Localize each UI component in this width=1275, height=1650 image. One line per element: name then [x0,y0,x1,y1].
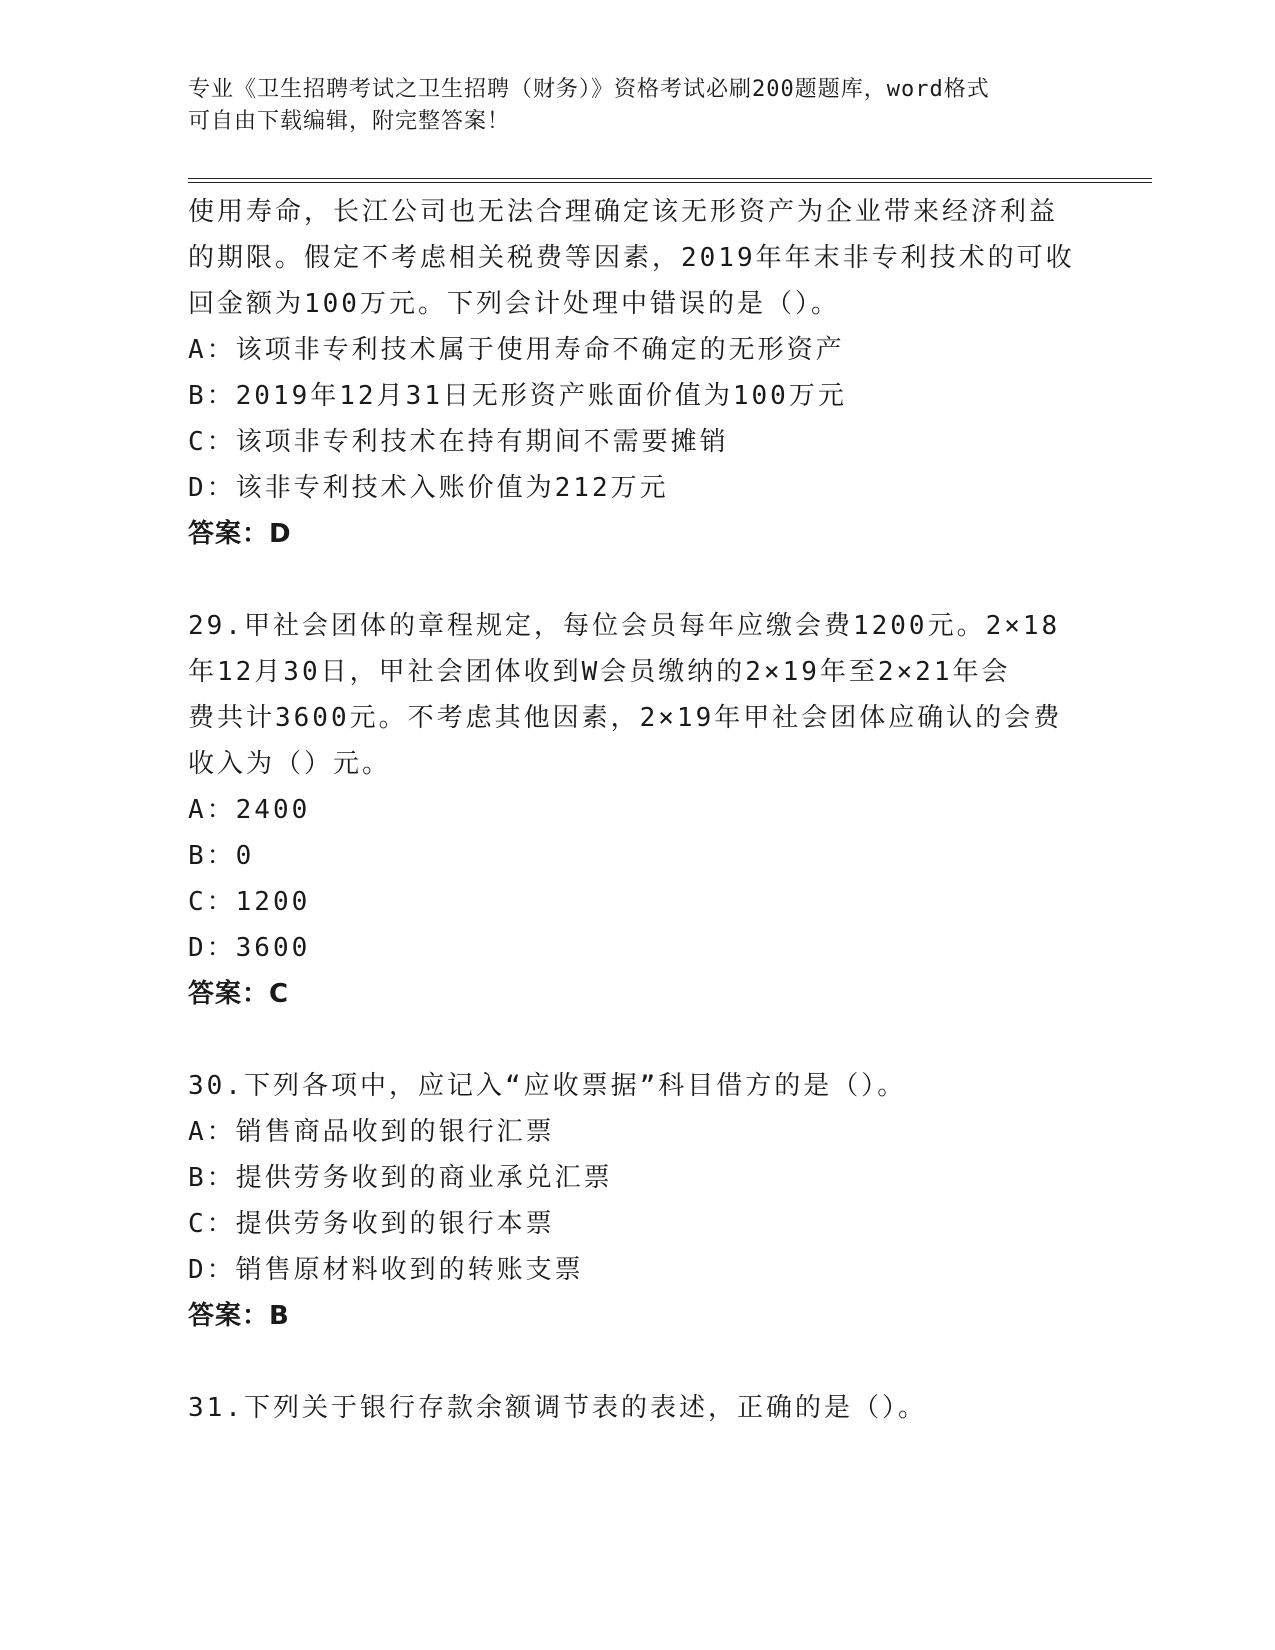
option-a: A：销售商品收到的银行汇票 [188,1117,555,1147]
spacer [188,1339,1088,1385]
option-d: D：3600 [188,933,311,963]
option-a: A：该项非专利技术属于使用寿命不确定的无形资产 [188,335,845,365]
question-30 [188,1063,1088,1339]
question-stem-line: 收入为（）元。 [188,749,392,779]
question-stem-line: 的期限。假定不考虑相关税费等因素，2019年年末非专利技术的可收 [188,243,1075,273]
question-stem-line: 29.甲社会团体的章程规定，每位会员每年应缴会费1200元。2×18 [188,611,1061,641]
option-c: C：1200 [188,887,311,917]
answer-line: 答案：B [188,1301,290,1331]
header-line-2: 可自由下载编辑，附完整答案！ [188,109,511,134]
page-header [188,74,1068,138]
option-c: C：提供劳务收到的银行本票 [188,1209,555,1239]
question-content [188,189,1088,1431]
question-stem-line: 30.下列各项中，应记入“应收票据”科目借方的是（）。 [188,1071,907,1101]
answer-line: 答案：C [188,979,290,1009]
question-stem-line: 费共计3600元。不考虑其他因素，2×19年甲社会团体应确认的会费 [188,703,1063,733]
question-stem-line: 年12月30日，甲社会团体收到W会员缴纳的2×19年至2×21年会 [188,657,1011,687]
question-31 [188,1385,1088,1431]
answer-line: 答案：D [188,519,292,549]
option-c: C：该项非专利技术在持有期间不需要摊销 [188,427,729,457]
question-28 [188,189,1088,557]
header-double-rule [188,178,1152,183]
option-b: B：提供劳务收到的商业承兑汇票 [188,1163,613,1193]
spacer [188,557,1088,603]
spacer [188,1017,1088,1063]
question-stem-line: 回金额为100万元。下列会计处理中错误的是（）。 [188,289,840,319]
option-b: B：2019年12月31日无形资产账面价值为100万元 [188,381,847,411]
option-a: A：2400 [188,795,311,825]
option-b: B：0 [188,841,255,871]
question-stem-line: 使用寿命，长江公司也无法合理确定该无形资产为企业带来经济利益 [188,197,1059,227]
option-d: D：销售原材料收到的转账支票 [188,1255,584,1285]
option-d: D：该非专利技术入账价值为212万元 [188,473,669,503]
question-29 [188,603,1088,1017]
question-stem-line: 31.下列关于银行存款余额调节表的表述，正确的是（）。 [188,1393,927,1423]
header-line-1: 专业《卫生招聘考试之卫生招聘（财务）》资格考试必刷200题题库，word格式 [188,77,990,102]
